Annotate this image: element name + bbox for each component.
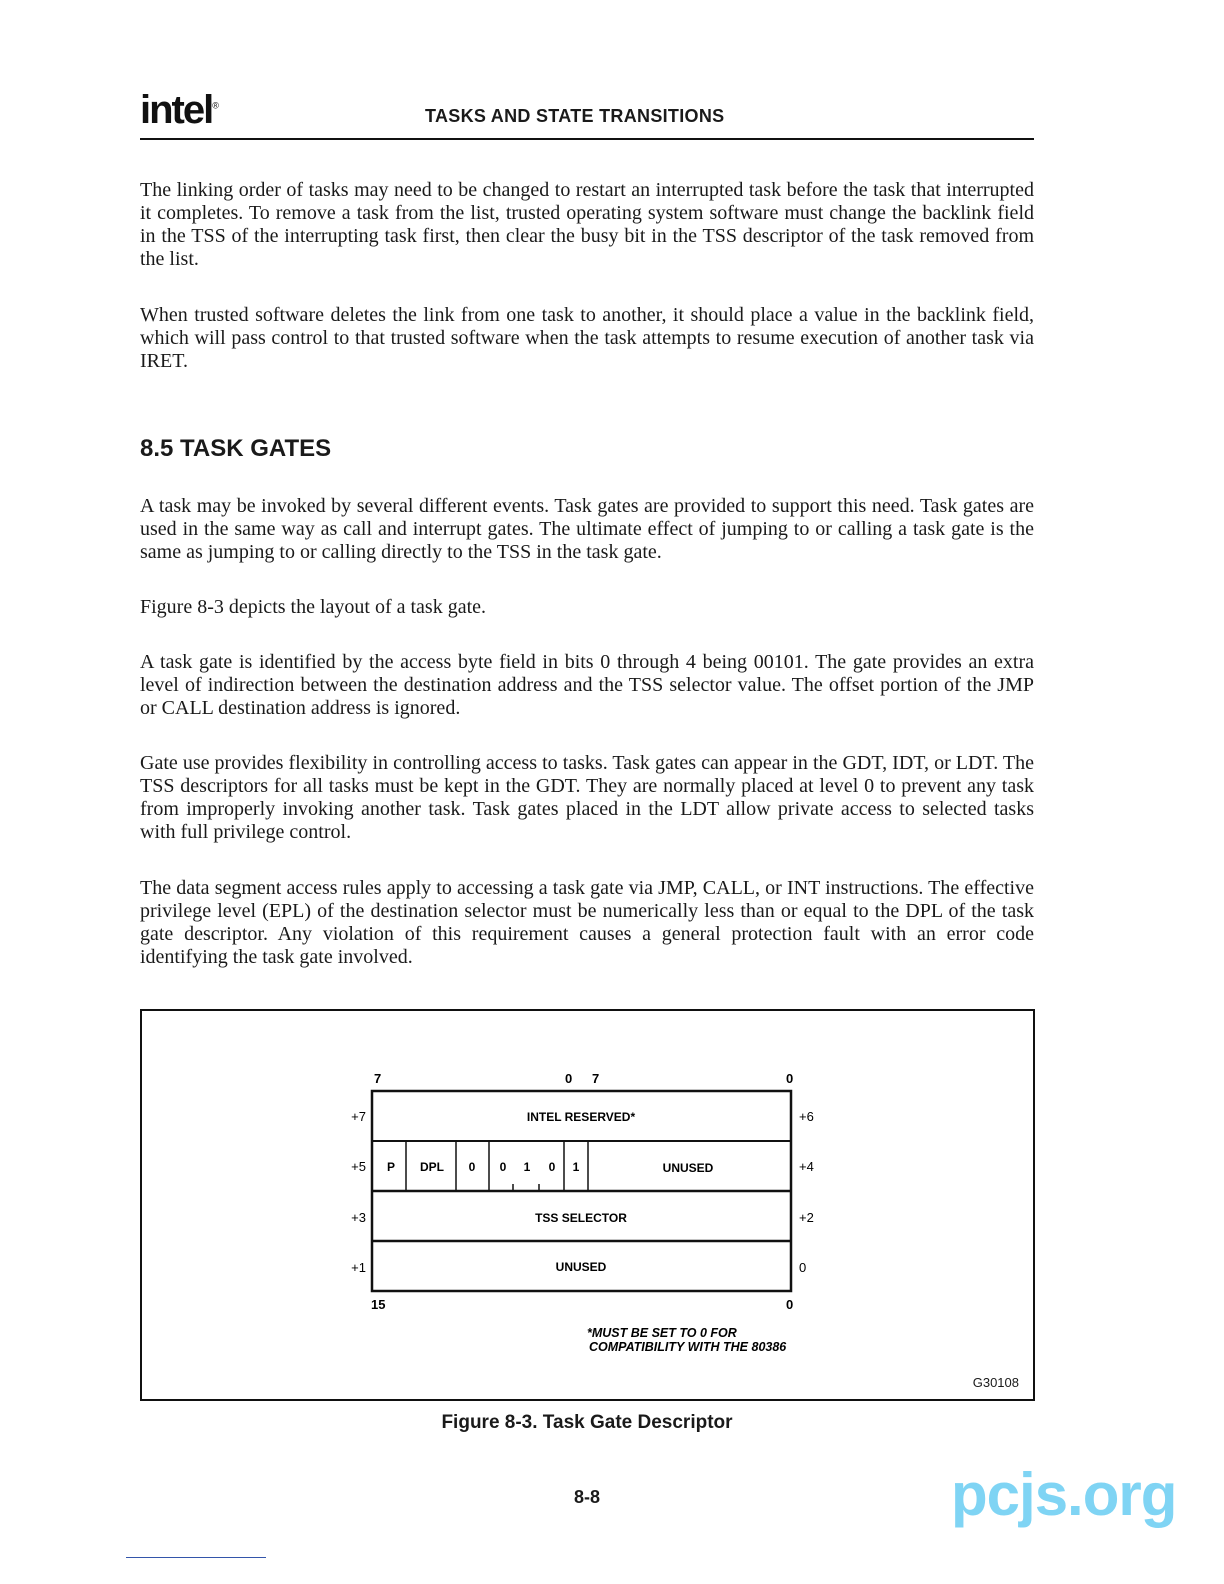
bit-label-0-high: 0 xyxy=(565,1071,573,1086)
unused-low-byte: UNUSED xyxy=(662,1161,714,1175)
dpl-field: DPL xyxy=(420,1160,444,1174)
bit-label-15: 15 xyxy=(371,1297,386,1312)
pcjs-watermark[interactable]: pcjs.org xyxy=(951,1461,1177,1528)
offset-plus-4: +4 xyxy=(799,1159,814,1174)
type-bit-1: 0 xyxy=(548,1160,556,1174)
figure-frame xyxy=(140,1009,1035,1401)
intel-reserved-field: INTEL RESERVED* xyxy=(526,1110,636,1124)
task-gate-diagram xyxy=(142,1011,1033,1399)
paragraph-access-byte: A task gate is identified by the access byte field in bits 0 through 4 being 00101. The gate provides an extra level of indirection between the destination address and the TSS selector value. The offset portion of the JMP or CALL destination address is ignored. xyxy=(140,651,1034,719)
paragraph-task-invocation: A task may be invoked by several different events. Task gates are provided to support this need. Task gates are used in the same way as call and interrupt gates. The ultimate effect of jumping to or calling a task gate is the same as jumping to or calling directly to the TSS in the task gate. xyxy=(140,495,1034,563)
bit-label-0-bottom: 0 xyxy=(786,1297,794,1312)
offset-plus-5: +5 xyxy=(351,1159,366,1174)
bit-label-0-low: 0 xyxy=(786,1071,794,1086)
footnote-line-2: COMPATIBILITY WITH THE 80386 xyxy=(589,1340,787,1354)
section-heading: 8.5 TASK GATES xyxy=(140,435,332,462)
bit-label-7-high: 7 xyxy=(374,1071,382,1086)
footnote-line-1: *MUST BE SET TO 0 FOR xyxy=(587,1326,737,1340)
offset-plus-2: +2 xyxy=(799,1210,814,1225)
offset-plus-7: +7 xyxy=(351,1109,366,1124)
unused-field: UNUSED xyxy=(555,1260,607,1274)
header-rule xyxy=(140,138,1034,140)
page-number: 8-8 xyxy=(573,1487,600,1507)
footer-rule xyxy=(126,1557,266,1558)
type-bit-2: 1 xyxy=(523,1160,531,1174)
bit-label-7-low: 7 xyxy=(592,1071,600,1086)
type-bit-0: 1 xyxy=(572,1160,580,1174)
offset-plus-1: +1 xyxy=(351,1260,366,1275)
figure-caption: Figure 8-3. Task Gate Descriptor xyxy=(441,1412,733,1433)
offset-plus-6: +6 xyxy=(799,1109,814,1124)
tss-selector-field: TSS SELECTOR xyxy=(535,1211,627,1225)
running-head: TASKS AND STATE TRANSITIONS xyxy=(425,106,725,126)
offset-plus-3: +3 xyxy=(351,1210,366,1225)
paragraph-figure-reference: Figure 8-3 depicts the layout of a task gate. xyxy=(140,596,487,618)
type-bit-3: 0 xyxy=(499,1160,507,1174)
paragraph-trusted-software: When trusted software deletes the link from one task to another, it should place a value in the backlink field, which will pass control to that trusted software when the task attempts to resume execution of another task via IRET. xyxy=(140,304,1034,372)
offset-zero: 0 xyxy=(799,1260,807,1275)
intel-logo: intel® xyxy=(140,88,217,132)
paragraph-gate-use: Gate use provides flexibility in controlling access to tasks. Task gates can appear in the GDT, IDT, or LDT. The TSS descriptors for all tasks must be kept in the GDT. They are normally placed at level 0 to prevent any task from improperly invoking another task. Task gates placed in the LDT allow private access to selected tasks with full privilege control. xyxy=(140,752,1034,843)
s-bit: 0 xyxy=(468,1160,476,1174)
paragraph-access-rules: The data segment access rules apply to accessing a task gate via JMP, CALL, or INT instructions. The effective privilege level (EPL) of the destination selector must be numerically less than or equal to the DPL of the task gate descriptor. Any violation of this requirement causes a general protection fault with an error code identifying the task gate involved. xyxy=(140,877,1034,968)
figure-id: G30108 xyxy=(972,1375,1019,1390)
paragraph-linking-order: The linking order of tasks may need to be changed to restart an interrupted task before the task that interrupted it completes. To remove a task from the list, trusted operating system software must change the backlink field in the TSS of the interrupting task first, then clear the busy bit in the TSS descriptor of the task removed from the list. xyxy=(140,179,1034,270)
present-bit: P xyxy=(386,1160,396,1174)
